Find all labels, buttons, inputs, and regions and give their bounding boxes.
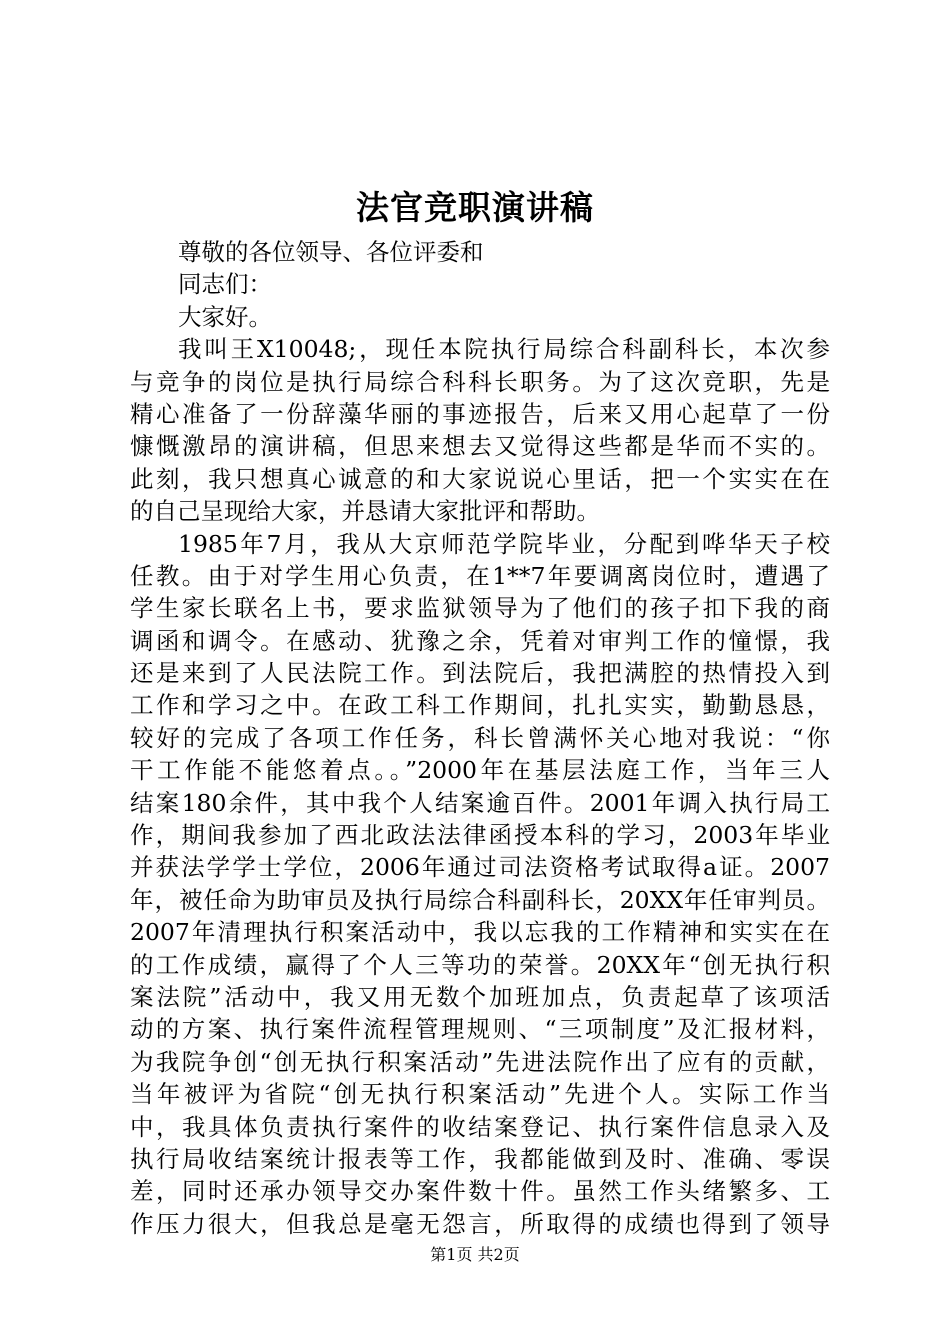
- body-line: 的自己呈现给大家，并恳请大家批评和帮助。: [130, 497, 600, 526]
- body-line: 干工作能不能悠着点。。”2000年在基层法庭工作，当年三人: [130, 756, 830, 785]
- body-line: 较好的完成了各项工作任务，科长曾满怀关心地对我说：“你: [130, 723, 830, 752]
- body-line: 精心准备了一份辞藻华丽的事迹报告，后来又用心起草了一份: [130, 399, 830, 428]
- body-line: 差，同时还承办领导交办案件数十件。虽然工作头绪繁多、工: [130, 1177, 830, 1206]
- body-line: 尊敬的各位领导、各位评委和: [178, 238, 484, 266]
- body-line: 与竞争的岗位是执行局综合科科长职务。为了这次竞职，先是: [130, 367, 830, 396]
- body-line: 2007年清理执行积案活动中，我以忘我的工作精神和实实在在: [130, 918, 830, 947]
- body-line: 当年被评为省院“创无执行积案活动”先进个人。实际工作当: [130, 1080, 830, 1109]
- body-line: 年，被任命为助审员及执行局综合科副科长，20XX年任审判员。: [130, 885, 830, 914]
- body-line: 中，我具体负责执行案件的收结案登记、执行案件信息录入及: [130, 1112, 830, 1141]
- body-line: 慷慨激昂的演讲稿，但思来想去又觉得这些都是华而不实的。: [130, 432, 830, 461]
- body-line: 工作和学习之中。在政工科工作期间，扎扎实实，勤勤恳恳，: [130, 691, 830, 720]
- body-line: 结案180余件，其中我个人结案逾百件。2001年调入执行局工: [130, 788, 830, 817]
- body-line: 同志们：: [178, 270, 272, 299]
- body-line: 我叫王X10048;，现任本院执行局综合科副科长，本次参: [178, 335, 830, 364]
- body-line: 此刻，我只想真心诚意的和大家说说心里话，把一个实实在在: [130, 464, 830, 493]
- body-line: 学生家长联名上书，要求监狱领导为了他们的孩子扣下我的商: [130, 594, 830, 623]
- body-line: 作压力很大，但我总是毫无怨言，所取得的成绩也得到了领导: [130, 1209, 830, 1238]
- body-line: 大家好。: [178, 302, 272, 331]
- body-line: 还是来到了人民法院工作。到法院后，我把满腔的热情投入到: [130, 659, 830, 688]
- body-line: 作，期间我参加了西北政法法律函授本科的学习，2003年毕业: [130, 821, 830, 850]
- body-line: 案法院”活动中，我又用无数个加班加点，负责起草了该项活: [130, 982, 830, 1011]
- body-line: 1985年7月，我从大京师范学院毕业，分配到哗华天子校: [178, 529, 830, 558]
- body-line: 任教。由于对学生用心负责，在1**7年要调离岗位时，遭遇了: [130, 561, 830, 590]
- body-line: 调函和调令。在感动、犹豫之余，凭着对审判工作的憧憬，我: [130, 626, 830, 655]
- document-title: 法官竞职演讲稿: [356, 188, 594, 227]
- page-footer: 第1页 共2页: [430, 1245, 520, 1264]
- body-line: 的工作成绩，赢得了个人三等功的荣誉。20XX年“创无执行积: [130, 950, 830, 979]
- body-line: 并获法学学士学位，2006年通过司法资格考试取得a证。2007: [130, 853, 830, 882]
- body-line: 执行局收结案统计报表等工作，我都能做到及时、准确、零误: [130, 1144, 830, 1173]
- body-line: 为我院争创“创无执行积案活动”先进法院作出了应有的贡献，: [130, 1047, 830, 1076]
- document-body: [130, 236, 830, 1240]
- body-line: 动的方案、执行案件流程管理规则、“三项制度”及汇报材料，: [130, 1015, 830, 1044]
